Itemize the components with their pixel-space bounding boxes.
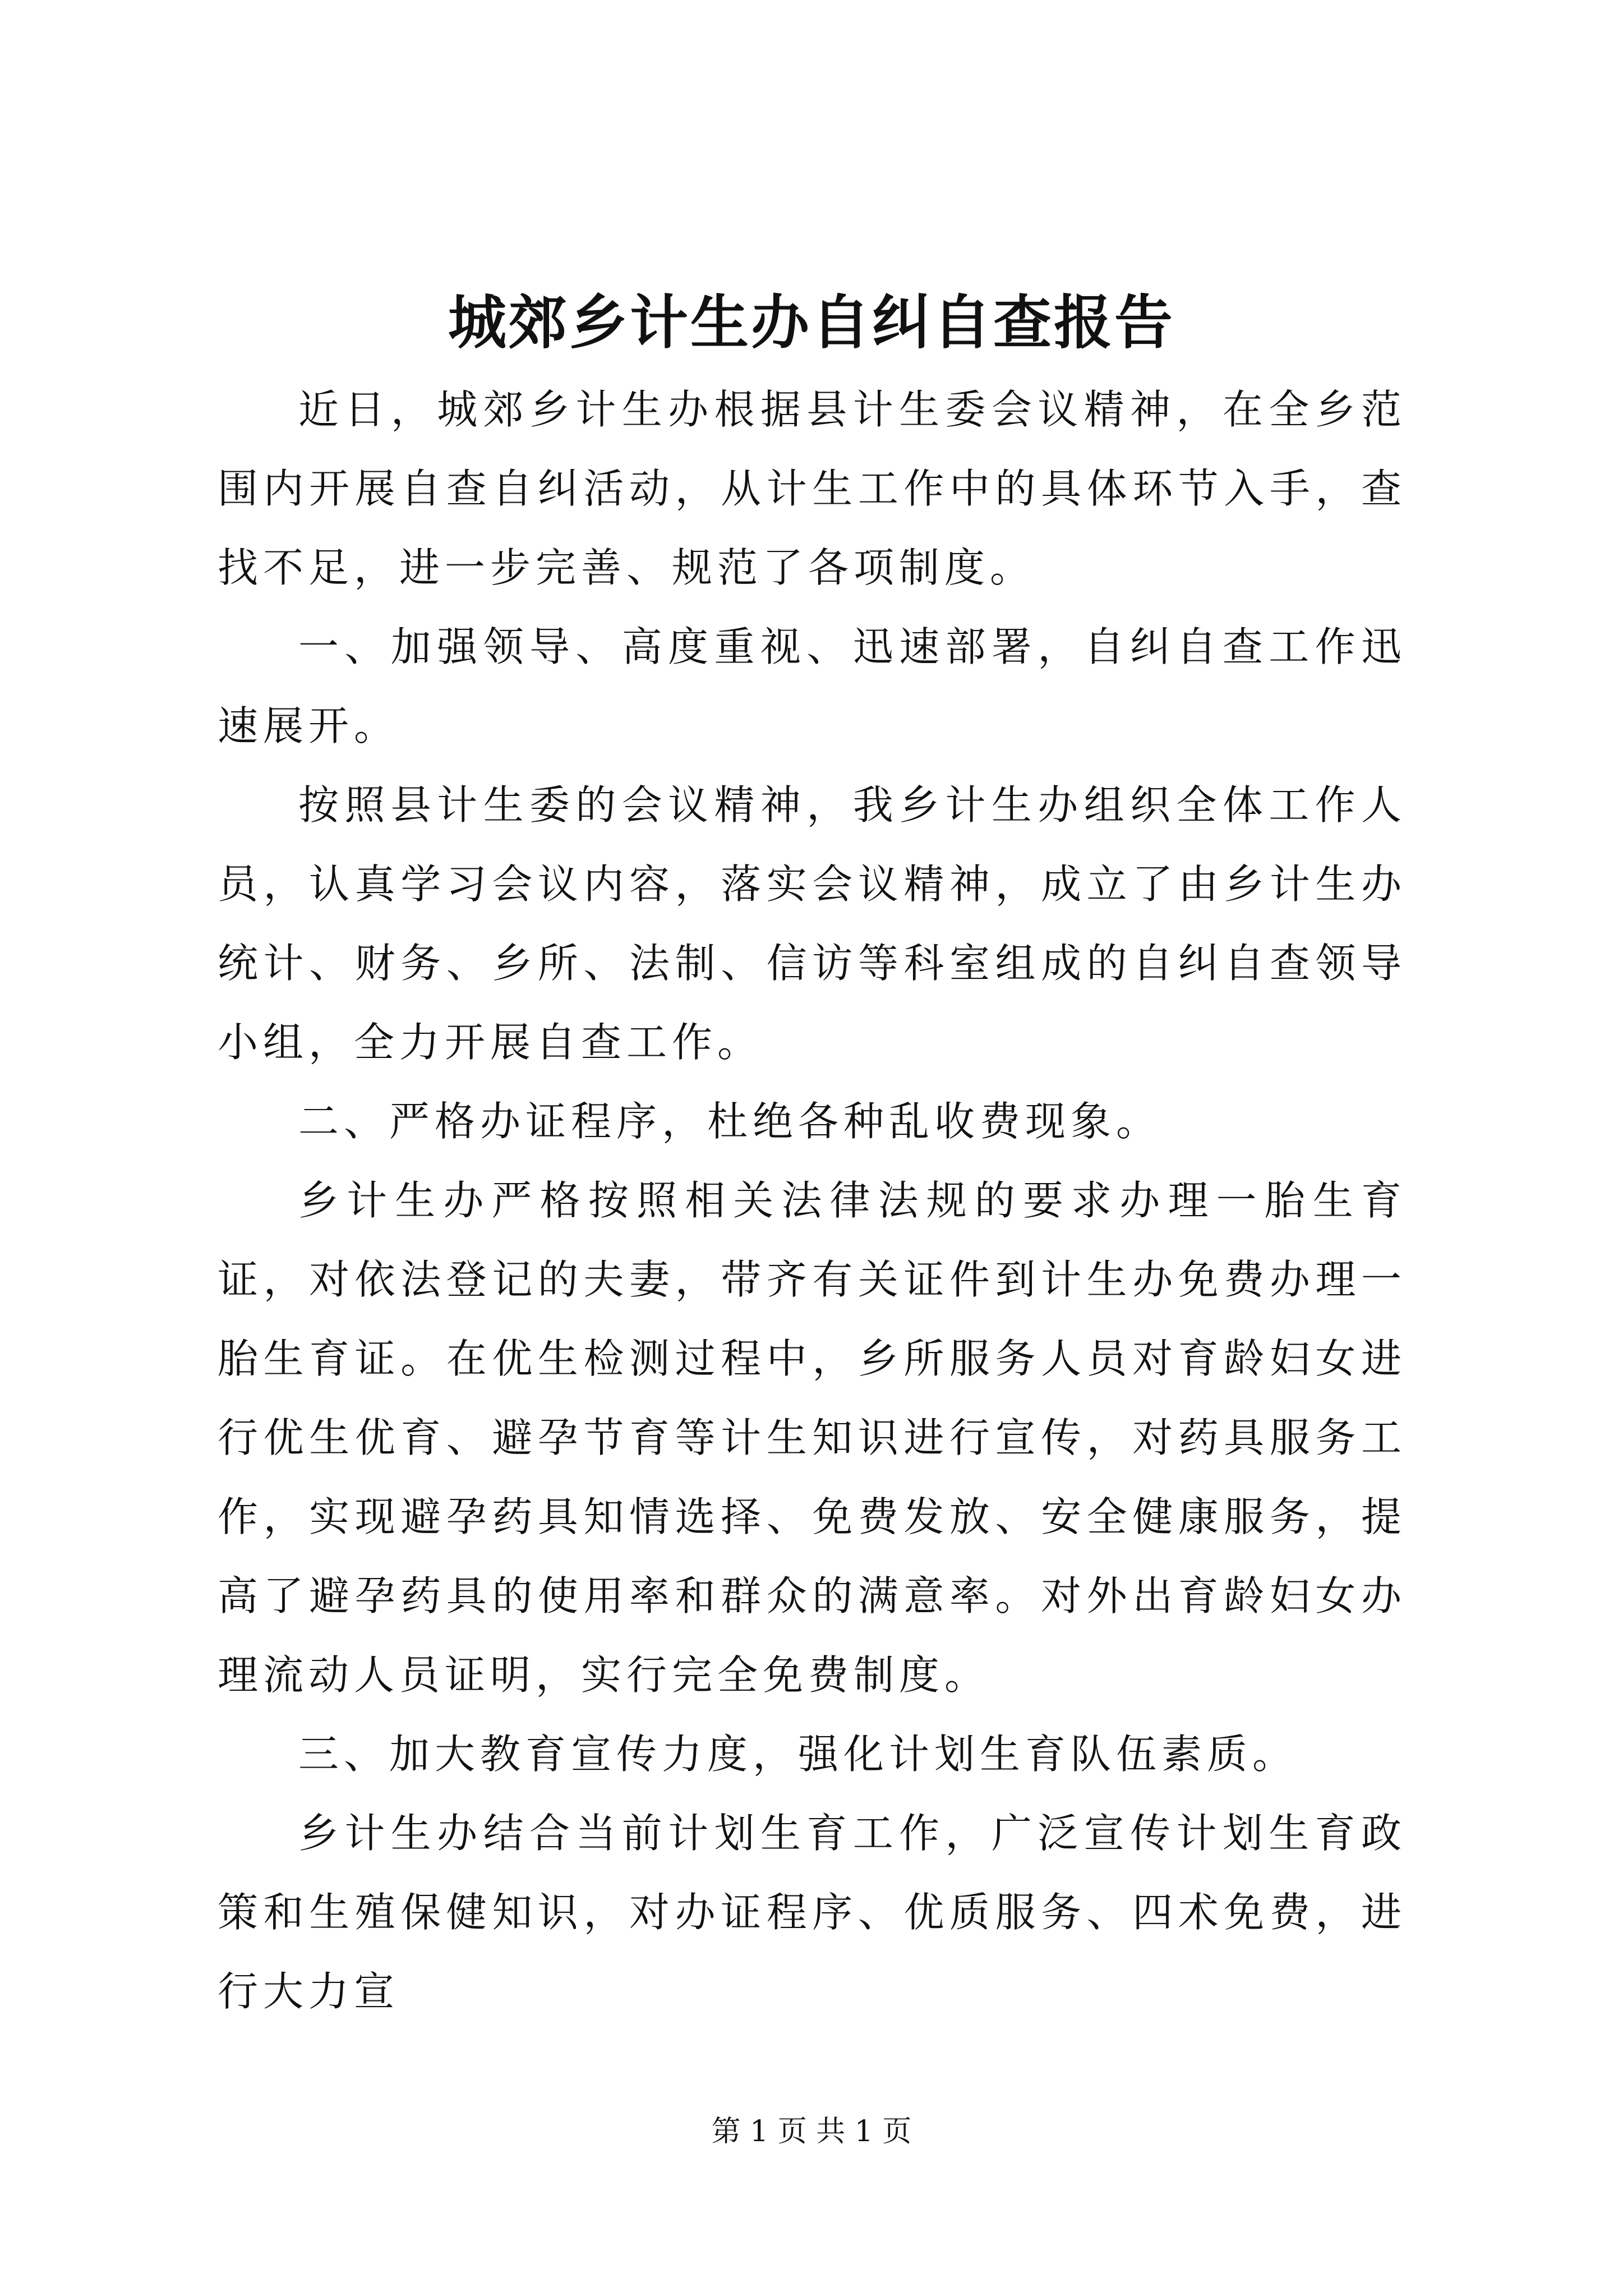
paragraph-section-2: 乡计生办严格按照相关法律法规的要求办理一胎生育证，对依法登记的夫妻，带齐有关证件到计生办免费办理一胎生育证。在优生检测过程中，乡所服务人员对育龄妇女进行优生优育、避孕节育等计生知识进行宣传，对药具服务工作，实现避孕药具知情选择、免费发放、安全健康服务，提高了避孕药具的使用率和群众的满意率。对外出育龄妇女办理流动人员证明，实行完全免费制度。 — [218, 1177, 1407, 1699]
section-heading-2: 二、严格办证程序，杜绝各种乱收费现象。 — [298, 1098, 1162, 1145]
paragraph-section-3: 乡计生办结合当前计划生育工作，广泛宣传计划生育政策和生殖保健知识，对办证程序、优质服务、四术免费，进行大力宣 — [218, 1810, 1407, 2015]
paragraph-section-1: 按照县计生委的会议精神，我乡计生办组织全体工作人员，认真学习会议内容，落实会议精神，成立了由乡计生办统计、财务、乡所、法制、信访等科室组成的自纠自查领导小组，全力开展自查工作。 — [218, 781, 1407, 1066]
paragraph-intro: 近日，城郊乡计生办根据县计生委会议精神，在全乡范围内开展自查自纠活动，从计生工作中的具体环节入手，查找不足，进一步完善、规范了各项制度。 — [218, 386, 1407, 591]
document-title: 城郊乡计生办自纠自查报告 — [448, 288, 1175, 357]
document-body — [218, 370, 1407, 2031]
section-heading-1: 一、加强领导、高度重视、迅速部署，自纠自查工作迅速展开。 — [218, 623, 1407, 749]
section-heading-3: 三、加大教育宣传力度，强化计划生育队伍素质。 — [298, 1731, 1298, 1778]
page-footer: 第 1 页 共 1 页 — [711, 2115, 912, 2148]
